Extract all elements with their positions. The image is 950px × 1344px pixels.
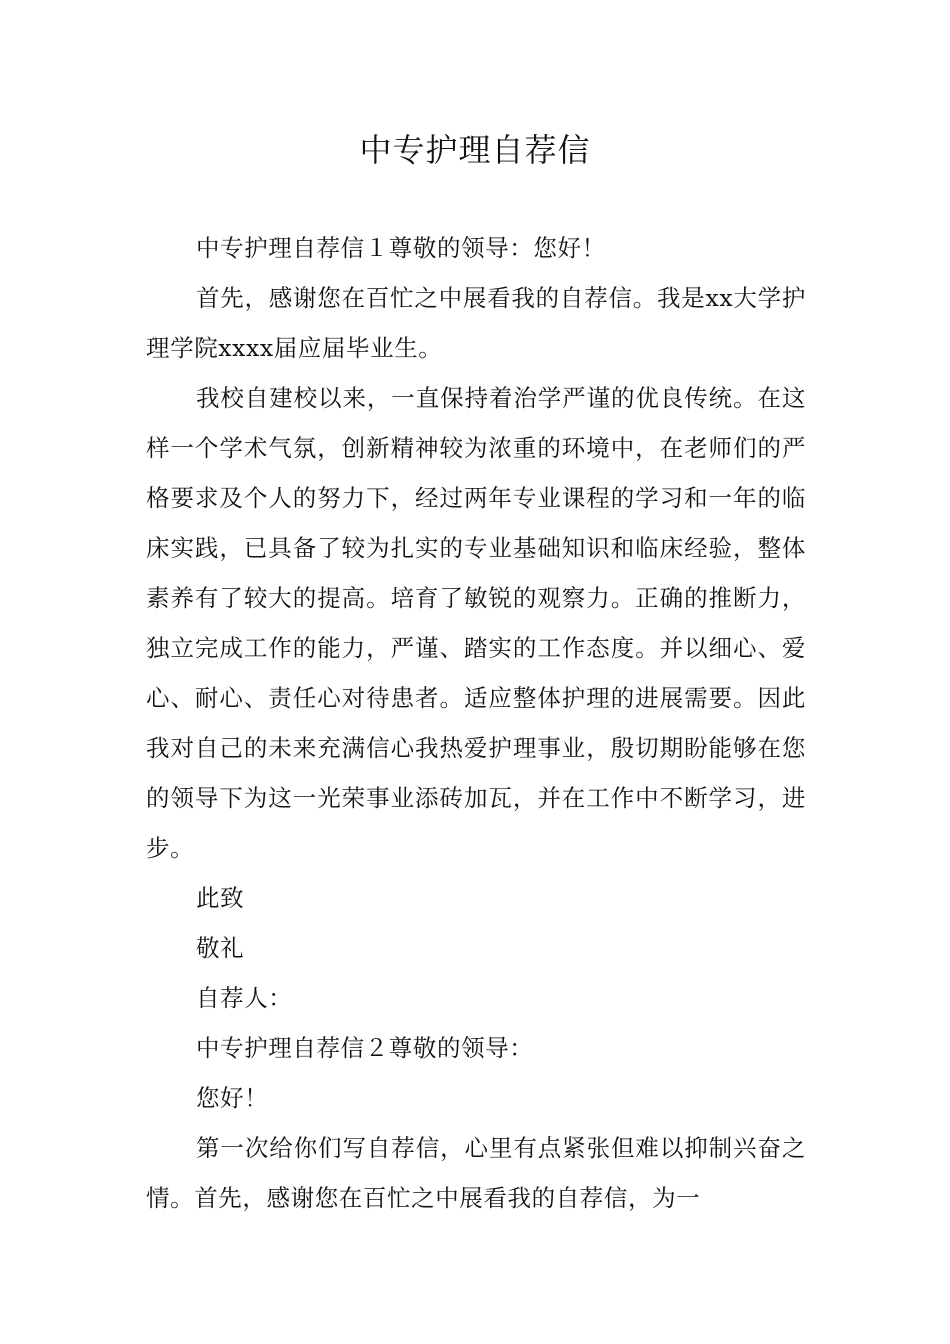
paragraph-signature: 自荐人： bbox=[196, 984, 293, 1012]
paragraph-letter-2-heading: 中专护理自荐信２尊敬的领导： bbox=[196, 1034, 534, 1062]
paragraph-letter-2-body: 第一次给你们写自荐信，心里有点紧张但难以抑制兴奋之情。首先，感谢您在百忙之中展看我的自荐信，为一 bbox=[146, 1134, 806, 1212]
paragraph-greeting-2: 您好！ bbox=[196, 1084, 269, 1112]
paragraph-main: 我校自建校以来，一直保持着治学严谨的优良传统。在这样一个学术气氛，创新精神较为浓重的环境中，在老师们的严格要求及个人的努力下，经过两年专业课程的学习和一年的临床实践，已具备了较为扎实的专业基础知识和临床经验，整体素养有了较大的提高。培育了敏锐的观察力。正确的推断力，独立完成工作的能力，严谨、踏实的工作态度。并以细心、爱心、耐心、责任心对待患者。适应整体护理的进展需要。因此我对自己的未来充满信心我热爱护理事业，殷切期盼能够在您的领导下为这一光荣事业添砖加瓦，并在工作中不断学习，进步。 bbox=[146, 384, 806, 862]
paragraph-intro: 首先，感谢您在百忙之中展看我的自荐信。我是xx大学护理学院xxxx届应届毕业生。 bbox=[146, 284, 806, 362]
paragraph-greeting-1: 中专护理自荐信１尊敬的领导：您好！ bbox=[196, 234, 606, 262]
document-title: 中专护理自荐信 bbox=[359, 131, 591, 169]
document-body bbox=[146, 223, 806, 1223]
paragraph-salute: 敬礼 bbox=[196, 934, 245, 962]
paragraph-closing: 此致 bbox=[196, 884, 245, 912]
